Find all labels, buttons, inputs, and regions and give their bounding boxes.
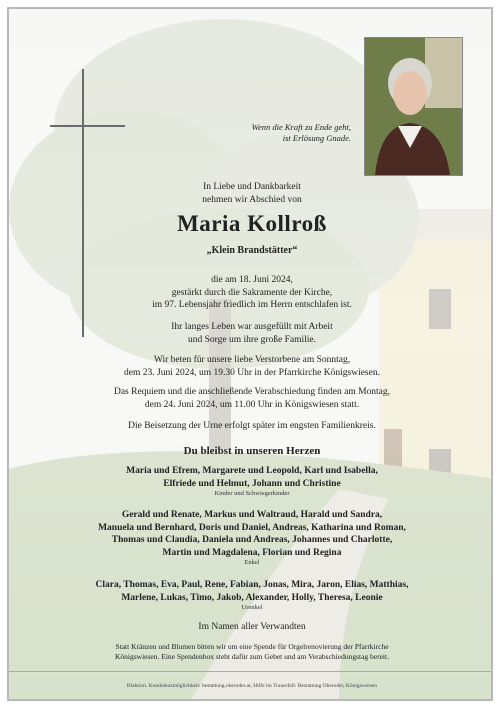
family-line: Martin und Magdalena, Florian und Regina: [162, 547, 342, 558]
detail-line: Ihr langes Leben war ausgefüllt mit Arbeit: [171, 322, 333, 332]
details-block-2: [9, 321, 493, 346]
detail-line: dem 24. Juni 2024, um 11.00 Uhr in Königswiesen statt.: [144, 399, 360, 410]
detail-line: im 97. Lebensjahr friedlich im Herrn entschlafen ist.: [152, 300, 352, 310]
donation-line: Statt Kränzen und Blumen bitten wir um eine Spende für Orgelrenovierung der Pfarrkirche: [115, 642, 389, 651]
detail-line: Das Requiem und die anschließende Verabschiedung finden am Montag,: [113, 387, 391, 397]
obituary-card: [7, 7, 493, 701]
family-line: Marlene, Lukas, Timo, Jakob, Alexander, Holly, Theresa, Leonie: [121, 592, 383, 603]
detail-line: Die Beisetzung der Urne erfolgt später im engsten Familienkreis.: [128, 421, 376, 431]
intro-line: In Liebe und Dankbarkeit: [203, 182, 301, 192]
details-block-5: [9, 420, 493, 433]
details-block-4: [9, 386, 493, 411]
children-block: [9, 465, 493, 498]
quote: [252, 122, 351, 144]
quote-line: Wenn die Kraft zu Ende geht,: [251, 122, 351, 132]
family-line: Thomas und Claudia, Daniela und Andreas, Johannes und Charlotte,: [111, 535, 393, 545]
donation-line: Königswiesen. Eine Spendenbox steht dafür zum Gebet und am Verabschiedungstag bereit.: [115, 652, 389, 661]
details-block-1: [9, 274, 493, 312]
deceased-nickname: „Klein Brandstätter“: [206, 245, 298, 256]
intro-text: [9, 181, 493, 206]
detail-line: die am 18. Juni 2024,: [211, 275, 293, 285]
footer-text: Blaktion. Kondolenzmöglichkeit: bestattung.oberoder.at, Hilfe im Trauerfall: Bestattung Oberoder, Königswiesen: [126, 683, 378, 689]
hearts-heading: Du bleibst in unseren Herzen: [183, 445, 321, 457]
detail-line: Wir beten für unsere liebe Verstorbene am Sonntag,: [153, 355, 351, 365]
grandchildren-block: [9, 509, 493, 567]
family-line: Clara, Thomas, Eva, Paul, Rene, Fabian, Jonas, Mira, Jaron, Elias, Matthias,: [95, 580, 409, 590]
detail-line: gestärkt durch die Sakramente der Kirche,: [171, 287, 333, 298]
relation-label: Urenkel: [241, 604, 263, 611]
family-line: Gerald und Renate, Markus und Waltraud, Harald und Sandra,: [121, 510, 383, 520]
family-line: Maria und Efrem, Margarete und Leopold, Karl und Isabella,: [126, 466, 378, 476]
detail-line: dem 23. Juni 2024, um 19.30 Uhr in der Pfarrkirche Königswiesen.: [124, 367, 380, 378]
family-line: Elfriede und Helmut, Johann und Christine: [163, 478, 341, 489]
relatives-line: Im Namen aller Verwandten: [198, 622, 306, 632]
quote-line: ist Erlösung Gnade.: [282, 133, 351, 143]
details-block-3: [9, 354, 493, 379]
family-line: Manuela und Bernhard, Doris und Daniel, Andreas, Katharina und Roman,: [98, 522, 406, 533]
footer-divider: [9, 671, 493, 672]
portrait-photo: [364, 37, 463, 176]
relation-label: Enkel: [244, 559, 260, 566]
donation-note: [9, 642, 493, 662]
relation-label: Kinder und Schwiegerkinder: [214, 490, 290, 497]
cross-horizontal: [50, 125, 125, 127]
deceased-name: Maria Kollroß: [177, 211, 327, 236]
intro-line: nehmen wir Abschied von: [202, 194, 302, 205]
great-grandchildren-block: [9, 579, 493, 612]
detail-line: und Sorge um ihre große Familie.: [187, 334, 317, 345]
